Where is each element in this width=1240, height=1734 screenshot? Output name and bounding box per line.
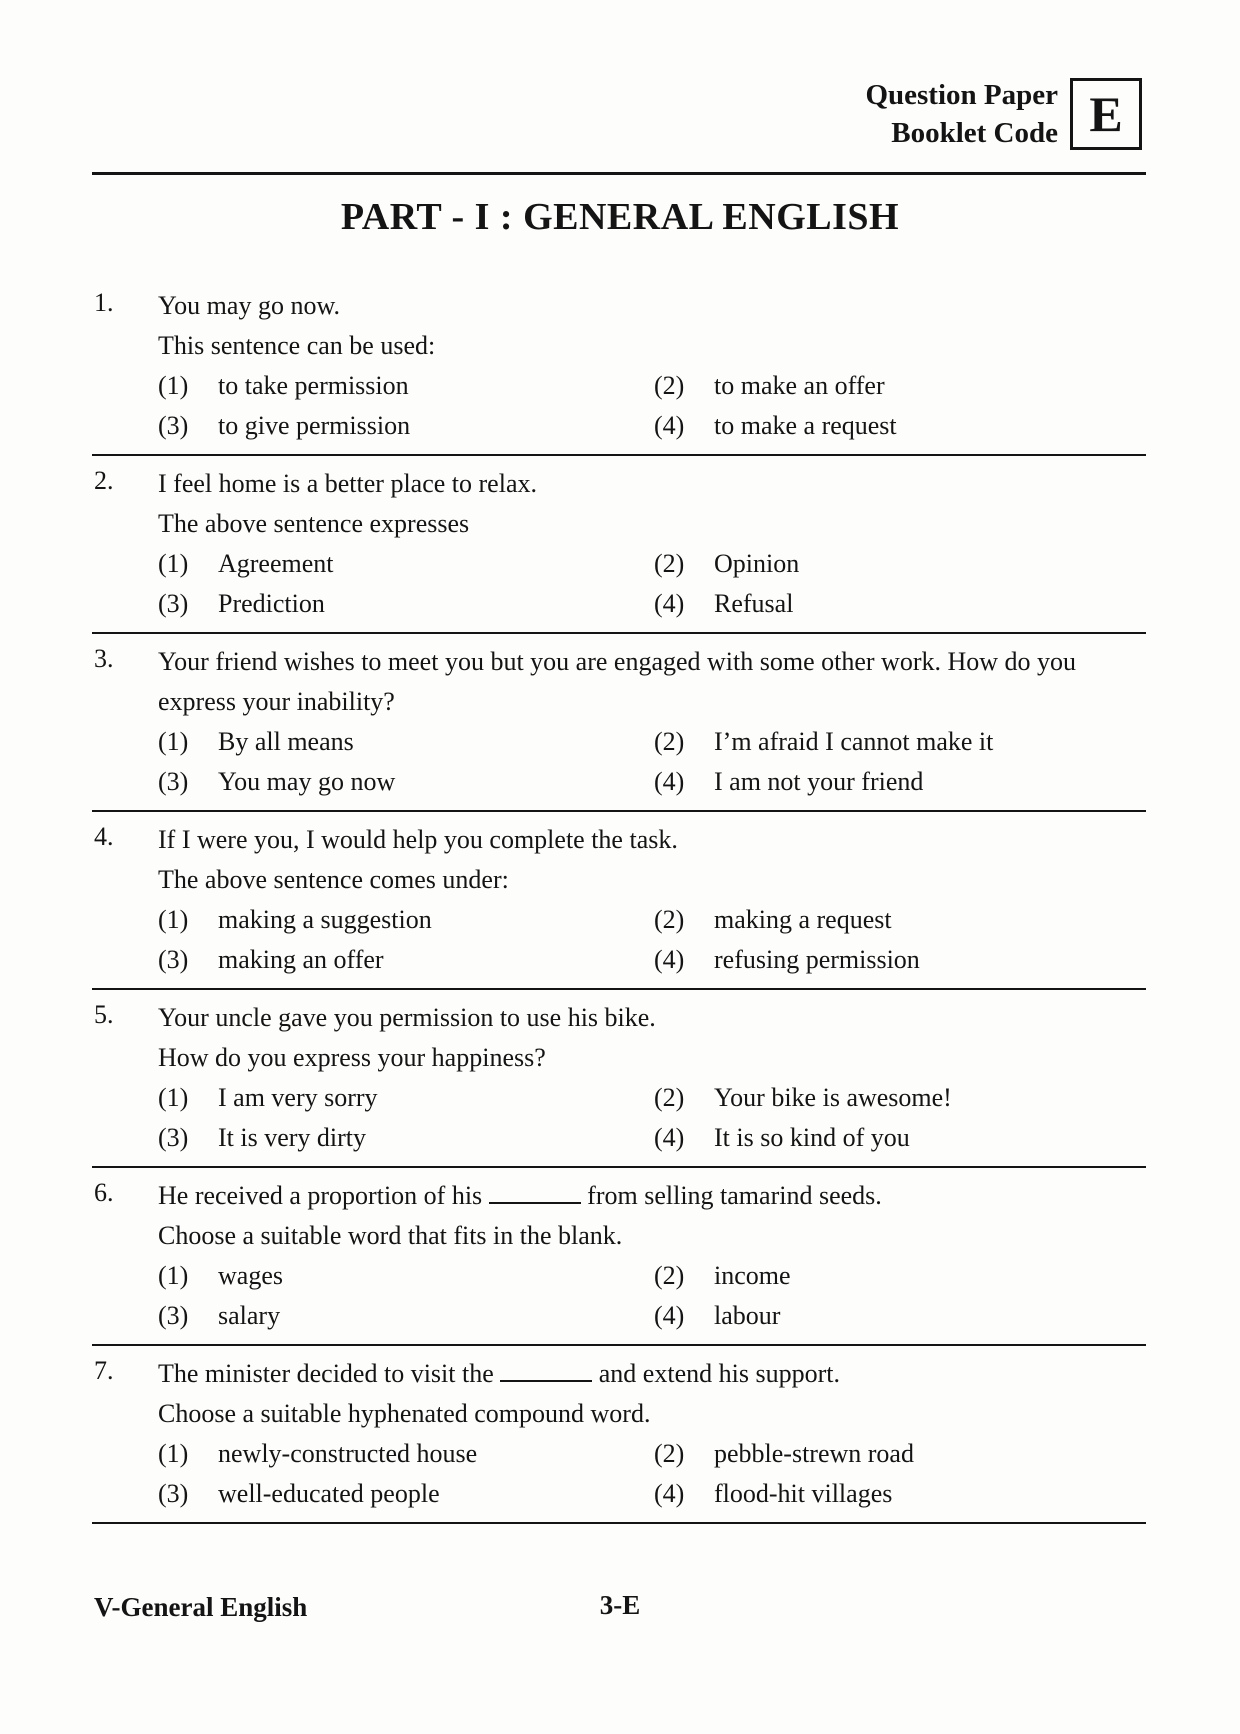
option-number: (2) [654,727,685,756]
question-text: I feel home is a better place to relax. [158,469,537,498]
option-number: (1) [158,905,189,934]
option-text: It is very dirty [218,1123,367,1152]
option-number: (2) [654,1439,685,1468]
answer-blank [500,1358,592,1382]
option-text: labour [714,1301,781,1330]
option-number: (4) [654,589,685,618]
question-prompt: This sentence can be used: [158,331,436,360]
option-number: (3) [158,411,189,440]
option-text: I’m afraid I cannot make it [714,727,994,756]
option-4 [654,406,1146,446]
option-3 [158,1474,654,1514]
option-3 [158,940,654,980]
option-text: Refusal [714,589,794,618]
question-text: If I were you, I would help you complete the task. [158,825,678,854]
options-grid [158,366,1146,446]
option-number: (4) [654,767,685,796]
question-text-before-blank: He received a proportion of his [158,1181,483,1210]
question-2 [92,456,1146,634]
option-text: salary [218,1301,281,1330]
option-text: making a request [714,905,892,934]
question-list [92,278,1146,1524]
option-number: (2) [654,1083,685,1112]
question-number: 4. [94,822,114,851]
options-grid [158,722,1146,802]
options-grid [158,900,1146,980]
option-2 [654,1078,1146,1118]
option-number: (2) [654,1261,685,1290]
option-2 [654,1256,1146,1296]
question-text-continued: express your inability? [158,687,395,716]
option-number: (1) [158,371,189,400]
question-number: 6. [94,1178,114,1207]
option-2 [654,366,1146,406]
question-prompt: Choose a suitable word that fits in the blank. [158,1221,623,1250]
question-prompt: The above sentence comes under: [158,865,509,894]
option-text: making an offer [218,945,384,974]
booklet-code-label-line1: Question Paper [865,79,1058,111]
option-number: (3) [158,1123,189,1152]
option-text: newly-constructed house [218,1439,478,1468]
question-number: 3. [94,644,114,673]
question-number: 5. [94,1000,114,1029]
question-text [158,1354,1146,1394]
option-number: (4) [654,411,685,440]
question-4 [92,812,1146,990]
option-number: (2) [654,549,685,578]
option-1 [158,1256,654,1296]
option-2 [654,900,1146,940]
option-4 [654,1474,1146,1514]
option-3 [158,584,654,624]
option-number: (1) [158,727,189,756]
option-1 [158,722,654,762]
option-text: income [714,1261,791,1290]
option-number: (2) [654,905,685,934]
option-number: (1) [158,1261,189,1290]
footer-subject: V-General English [94,1592,308,1622]
question-text: Your uncle gave you permission to use his bike. [158,1003,656,1032]
option-number: (2) [654,371,685,400]
option-4 [654,1118,1146,1158]
option-text: flood-hit villages [714,1479,893,1508]
question-prompt: How do you express your happiness? [158,1043,546,1072]
option-text: It is so kind of you [714,1123,910,1152]
option-number: (1) [158,549,189,578]
option-number: (4) [654,1123,685,1152]
option-1 [158,1078,654,1118]
question-number: 2. [94,466,114,495]
option-text: I am very sorry [218,1083,378,1112]
option-2 [654,1434,1146,1474]
option-text: Your bike is awesome! [714,1083,952,1112]
option-2 [654,544,1146,584]
option-number: (3) [158,1301,189,1330]
option-number: (3) [158,767,189,796]
option-3 [158,1296,654,1336]
options-grid [158,1078,1146,1158]
question-1 [92,278,1146,456]
option-1 [158,1434,654,1474]
question-text: You may go now. [158,291,341,320]
option-text: By all means [218,727,354,756]
option-text: to take permission [218,371,409,400]
question-5 [92,990,1146,1168]
option-text: to make a request [714,411,897,440]
option-4 [654,940,1146,980]
page-number: 3-E [599,1590,641,1620]
question-number: 7. [94,1356,114,1385]
option-text: Agreement [218,549,334,578]
option-3 [158,762,654,802]
option-4 [654,1296,1146,1336]
option-3 [158,1118,654,1158]
option-text: making a suggestion [218,905,432,934]
option-text: wages [218,1261,283,1290]
option-text: Prediction [218,589,325,618]
booklet-code-box: E [1070,78,1142,150]
options-grid [158,1434,1146,1514]
question-text-after-blank: from selling tamarind seeds. [587,1181,882,1210]
question-prompt: Choose a suitable hyphenated compound word. [158,1399,651,1428]
options-grid [158,544,1146,624]
question-prompt: The above sentence expresses [158,509,470,538]
question-6 [92,1168,1146,1346]
page-title: PART - I : GENERAL ENGLISH [340,196,900,238]
option-3 [158,406,654,446]
option-number: (4) [654,945,685,974]
question-3 [92,634,1146,812]
options-grid [158,1256,1146,1336]
answer-blank [489,1180,581,1204]
option-number: (3) [158,589,189,618]
option-text: refusing permission [714,945,920,974]
option-number: (4) [654,1479,685,1508]
question-text-before-blank: The minister decided to visit the [158,1359,494,1388]
option-text: to make an offer [714,371,885,400]
question-text [158,1176,1146,1216]
option-2 [654,722,1146,762]
question-7 [92,1346,1146,1524]
option-text: You may go now [218,767,396,796]
option-text: Opinion [714,549,800,578]
header-divider [92,172,1146,175]
booklet-code-label-line2: Booklet Code [891,117,1058,149]
option-number: (1) [158,1439,189,1468]
booklet-code-block [865,76,1142,152]
option-text: I am not your friend [714,767,924,796]
option-1 [158,366,654,406]
question-number: 1. [94,288,114,317]
option-4 [654,584,1146,624]
option-text: to give permission [218,411,411,440]
option-number: (3) [158,945,189,974]
booklet-code-label [865,76,1058,152]
option-text: well-educated people [218,1479,440,1508]
option-number: (1) [158,1083,189,1112]
option-1 [158,544,654,584]
option-number: (4) [654,1301,685,1330]
question-text: Your friend wishes to meet you but you are engaged with some other work. How do you [158,647,1077,676]
option-4 [654,762,1146,802]
option-1 [158,900,654,940]
option-text: pebble-strewn road [714,1439,914,1468]
question-text-after-blank: and extend his support. [598,1359,840,1388]
option-number: (3) [158,1479,189,1508]
